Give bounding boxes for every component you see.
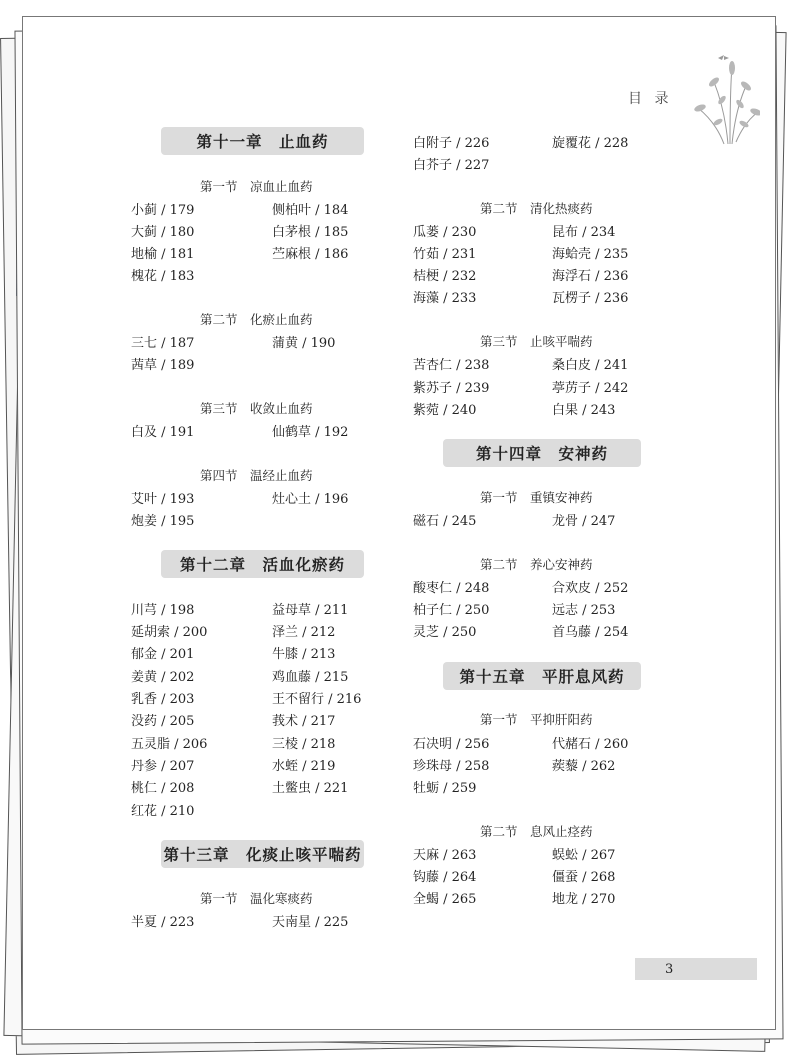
section-heading[interactable]: 第四节 温经止血药 bbox=[200, 468, 313, 483]
toc-entry[interactable]: 蒲黄 / 190 bbox=[272, 336, 336, 351]
chapter-11-heading[interactable]: 第十一章 止血药 bbox=[161, 127, 364, 155]
toc-entry[interactable]: 白果 / 243 bbox=[552, 403, 616, 418]
section-heading[interactable]: 第二节 清化热痰药 bbox=[480, 201, 593, 216]
toc-entry[interactable]: 没药 / 205 bbox=[131, 714, 195, 729]
toc-entry[interactable]: 鸡血藤 / 215 bbox=[272, 670, 349, 685]
toc-entry[interactable]: 小蓟 / 179 bbox=[131, 203, 195, 218]
toc-entry[interactable]: 地榆 / 181 bbox=[131, 247, 195, 262]
toc-entry[interactable]: 侧柏叶 / 184 bbox=[272, 203, 349, 218]
toc-entry[interactable]: 五灵脂 / 206 bbox=[131, 737, 208, 752]
toc-entry[interactable]: 红花 / 210 bbox=[131, 804, 195, 819]
toc-entry[interactable]: 茜草 / 189 bbox=[131, 358, 195, 373]
page-number-bar bbox=[635, 958, 757, 980]
toc-entry[interactable]: 合欢皮 / 252 bbox=[552, 581, 629, 596]
toc-entry[interactable]: 炮姜 / 195 bbox=[131, 514, 195, 529]
chapter-13-heading[interactable]: 第十三章 化痰止咳平喘药 bbox=[161, 840, 364, 868]
toc-entry[interactable]: 半夏 / 223 bbox=[131, 915, 195, 930]
toc-entry[interactable]: 海蛤壳 / 235 bbox=[552, 247, 629, 262]
section-heading[interactable]: 第二节 养心安神药 bbox=[480, 557, 593, 572]
toc-entry[interactable]: 莪术 / 217 bbox=[272, 714, 336, 729]
toc-entry[interactable]: 桃仁 / 208 bbox=[131, 781, 195, 796]
toc-entry[interactable]: 珍珠母 / 258 bbox=[413, 759, 490, 774]
toc-entry[interactable]: 三七 / 187 bbox=[131, 336, 195, 351]
toc-entry[interactable]: 仙鹤草 / 192 bbox=[272, 425, 349, 440]
toc-entry[interactable]: 大蓟 / 180 bbox=[131, 225, 195, 240]
toc-entry[interactable]: 艾叶 / 193 bbox=[131, 492, 195, 507]
toc-entry[interactable]: 竹茹 / 231 bbox=[413, 247, 477, 262]
toc-entry[interactable]: 乳香 / 203 bbox=[131, 692, 195, 707]
section-heading[interactable]: 第三节 止咳平喘药 bbox=[480, 334, 593, 349]
toc-entry[interactable]: 苎麻根 / 186 bbox=[272, 247, 349, 262]
toc-entry[interactable]: 柏子仁 / 250 bbox=[413, 603, 490, 618]
toc-entry[interactable]: 丹参 / 207 bbox=[131, 759, 195, 774]
section-heading[interactable]: 第二节 化瘀止血药 bbox=[200, 312, 313, 327]
toc-entry[interactable]: 水蛭 / 219 bbox=[272, 759, 336, 774]
toc-entry[interactable]: 桑白皮 / 241 bbox=[552, 358, 629, 373]
toc-entry[interactable]: 土鳖虫 / 221 bbox=[272, 781, 349, 796]
toc-entry[interactable]: 白茅根 / 185 bbox=[272, 225, 349, 240]
toc-entry[interactable]: 白附子 / 226 bbox=[413, 136, 490, 151]
toc-entry[interactable]: 海藻 / 233 bbox=[413, 291, 477, 306]
toc-entry[interactable]: 灵芝 / 250 bbox=[413, 625, 477, 640]
section-heading[interactable]: 第三节 收敛止血药 bbox=[200, 401, 313, 416]
toc-entry[interactable]: 牛膝 / 213 bbox=[272, 647, 336, 662]
toc-entry[interactable]: 地龙 / 270 bbox=[552, 892, 616, 907]
toc-entry[interactable]: 石决明 / 256 bbox=[413, 737, 490, 752]
toc-entry[interactable]: 龙骨 / 247 bbox=[552, 514, 616, 529]
toc-entry[interactable]: 蒺藜 / 262 bbox=[552, 759, 616, 774]
toc-entry[interactable]: 瓦楞子 / 236 bbox=[552, 291, 629, 306]
toc-entry[interactable]: 天麻 / 263 bbox=[413, 848, 477, 863]
toc-entry[interactable]: 紫菀 / 240 bbox=[413, 403, 477, 418]
toc-entry[interactable]: 延胡索 / 200 bbox=[131, 625, 208, 640]
toc-entry[interactable]: 白及 / 191 bbox=[131, 425, 195, 440]
toc-entry[interactable]: 僵蚕 / 268 bbox=[552, 870, 616, 885]
toc-entry[interactable]: 泽兰 / 212 bbox=[272, 625, 336, 640]
toc-entry[interactable]: 代赭石 / 260 bbox=[552, 737, 629, 752]
toc-entry[interactable]: 白芥子 / 227 bbox=[413, 158, 490, 173]
toc-entry[interactable]: 牡蛎 / 259 bbox=[413, 781, 477, 796]
plant-illustration bbox=[688, 52, 760, 148]
section-heading[interactable]: 第一节 平抑肝阳药 bbox=[480, 712, 593, 727]
chapter-14-heading[interactable]: 第十四章 安神药 bbox=[443, 439, 641, 467]
section-heading[interactable]: 第一节 凉血止血药 bbox=[200, 179, 313, 194]
section-heading[interactable]: 第二节 息风止痉药 bbox=[480, 824, 593, 839]
toc-entry[interactable]: 葶苈子 / 242 bbox=[552, 381, 629, 396]
toc-entry[interactable]: 郁金 / 201 bbox=[131, 647, 195, 662]
toc-entry[interactable]: 紫苏子 / 239 bbox=[413, 381, 490, 396]
chapter-12-heading[interactable]: 第十二章 活血化瘀药 bbox=[161, 550, 364, 578]
toc-entry[interactable]: 瓜蒌 / 230 bbox=[413, 225, 477, 240]
toc-entry[interactable]: 桔梗 / 232 bbox=[413, 269, 477, 284]
toc-entry[interactable]: 钩藤 / 264 bbox=[413, 870, 477, 885]
toc-entry[interactable]: 益母草 / 211 bbox=[272, 603, 349, 618]
toc-entry[interactable]: 王不留行 / 216 bbox=[272, 692, 362, 707]
toc-entry[interactable]: 旋覆花 / 228 bbox=[552, 136, 629, 151]
toc-entry[interactable]: 天南星 / 225 bbox=[272, 915, 349, 930]
toc-entry[interactable]: 海浮石 / 236 bbox=[552, 269, 629, 284]
toc-entry[interactable]: 蜈蚣 / 267 bbox=[552, 848, 616, 863]
toc-entry[interactable]: 川芎 / 198 bbox=[131, 603, 195, 618]
toc-entry[interactable]: 三棱 / 218 bbox=[272, 737, 336, 752]
toc-entry[interactable]: 昆布 / 234 bbox=[552, 225, 616, 240]
toc-entry[interactable]: 姜黄 / 202 bbox=[131, 670, 195, 685]
toc-entry[interactable]: 灶心土 / 196 bbox=[272, 492, 349, 507]
chapter-15-heading[interactable]: 第十五章 平肝息风药 bbox=[443, 662, 641, 690]
section-heading[interactable]: 第一节 重镇安神药 bbox=[480, 490, 593, 505]
toc-entry[interactable]: 首乌藤 / 254 bbox=[552, 625, 629, 640]
header-title: 目 录 bbox=[628, 91, 673, 107]
toc-entry[interactable]: 磁石 / 245 bbox=[413, 514, 477, 529]
section-heading[interactable]: 第一节 温化寒痰药 bbox=[200, 891, 313, 906]
toc-entry[interactable]: 槐花 / 183 bbox=[131, 269, 195, 284]
page-number: 3 bbox=[665, 961, 674, 977]
toc-entry[interactable]: 酸枣仁 / 248 bbox=[413, 581, 490, 596]
toc-entry[interactable]: 苦杏仁 / 238 bbox=[413, 358, 490, 373]
toc-entry[interactable]: 远志 / 253 bbox=[552, 603, 616, 618]
toc-entry[interactable]: 全蝎 / 265 bbox=[413, 892, 477, 907]
